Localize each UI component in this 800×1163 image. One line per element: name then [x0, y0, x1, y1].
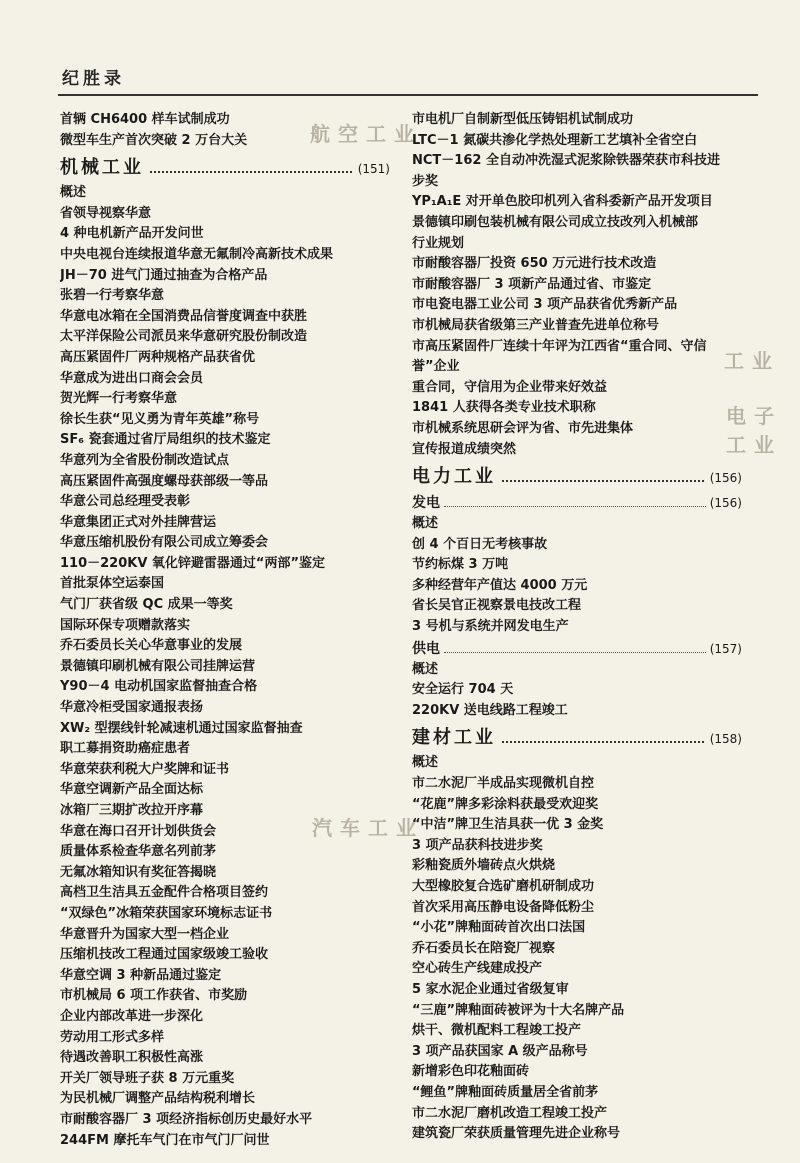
toc-entry[interactable]: 宣传报道成绩突然 — [412, 441, 517, 457]
subsection-title: 发电 — [412, 495, 440, 512]
toc-entry[interactable]: 首批泵体空运泰国 — [60, 576, 165, 592]
section-page: (156) — [709, 471, 742, 486]
toc-entry[interactable]: NCT－162 全自动冲洗湿式泥浆除铁器荣获市科技进 — [412, 153, 720, 169]
toc-entry[interactable]: 乔石委员长关心华意事业的发展 — [60, 638, 243, 654]
bleed-through-text: 汽车工业 — [312, 816, 424, 840]
toc-entry[interactable]: 中央电视台连续报道华意无氟制冷高新技术成果 — [60, 246, 334, 262]
toc-entry[interactable]: 景德镇印刷包装机械有限公司成立技改列入机械部 — [412, 214, 699, 230]
section-title: 建材工业 — [412, 727, 496, 749]
toc-entry[interactable]: 概述 — [412, 516, 439, 532]
subsection-page: (156) — [709, 496, 742, 511]
toc-entry[interactable]: 太平洋保险公司派员来华意研究股份制改造 — [60, 329, 308, 345]
toc-entry[interactable]: 微型车生产首次突破 2 万台大关 — [60, 132, 248, 148]
toc-entry[interactable]: 市二水泥厂半成品实现微机自控 — [412, 776, 595, 792]
toc-entry[interactable]: JH－70 进气门通过抽查为合格产品 — [60, 267, 268, 283]
bleed-through-text: 电子工业 — [726, 404, 782, 457]
toc-entry[interactable]: 华意公司总经理受表彰 — [60, 494, 191, 510]
toc-entry[interactable]: 华意成为进出口商会会员 — [60, 370, 204, 386]
toc-list — [412, 660, 742, 722]
toc-entry[interactable]: 华意空调新产品全面达标 — [60, 782, 204, 798]
bleed-through-text: 航空工业 — [310, 122, 422, 146]
toc-entry[interactable]: 贺光辉一行考察华意 — [60, 391, 178, 407]
toc-entry[interactable]: 市耐酸容器厂投资 650 万元进行技术改造 — [412, 256, 657, 272]
toc-entry[interactable]: “双绿色”冰箱荣获国家环境标志证书 — [60, 905, 273, 921]
toc-entry[interactable]: 概述 — [412, 755, 439, 771]
toc-entry[interactable]: 华意晋升为国家大型一档企业 — [60, 926, 230, 942]
section-title: 机械工业 — [60, 157, 144, 179]
toc-entry[interactable]: 华意在海口召开计划供货会 — [60, 823, 217, 839]
toc-entry[interactable]: 市耐酸容器厂 3 项新产品通过省、市鉴定 — [412, 276, 652, 292]
toc-entry[interactable]: 5 家水泥企业通过省级复审 — [412, 981, 569, 997]
toc-entry[interactable]: 劳动用工形式多样 — [60, 1029, 165, 1045]
toc-entry[interactable]: 4 种电机新产品开发问世 — [60, 226, 204, 242]
toc-entry[interactable]: 为民机械厂调整产品结构税利增长 — [60, 1091, 256, 1107]
toc-entry[interactable]: 张碧一行考察华意 — [60, 288, 165, 304]
toc-entry[interactable]: 行业规划 — [412, 235, 465, 251]
leader-dots — [150, 151, 352, 173]
toc-entry[interactable]: 空心砖生产线建成投产 — [412, 961, 543, 977]
toc-entry[interactable]: “三鹿”牌釉面砖被评为十大名牌产品 — [412, 1002, 625, 1018]
section-page: (158) — [709, 732, 742, 747]
section-heading-building — [412, 721, 742, 753]
toc-entry[interactable]: 开关厂领导班子获 8 万元重奖 — [60, 1070, 235, 1086]
toc-entry[interactable]: 安全运行 704 天 — [412, 682, 514, 698]
toc-list — [412, 110, 742, 460]
toc-entry[interactable]: 华意电冰箱在全国消费品信誉度调查中获胜 — [60, 308, 308, 324]
toc-entry[interactable]: 节约标煤 3 万吨 — [412, 557, 509, 573]
toc-entry[interactable]: 重合同，守信用为企业带来好效益 — [412, 379, 608, 395]
toc-entry[interactable]: 气门厂获省级 QC 成果一等奖 — [60, 597, 233, 613]
toc-entry[interactable]: Y90－4 电动机国家监督抽查合格 — [60, 679, 258, 695]
toc-entry[interactable]: “鲤鱼”牌釉面砖质量居全省前茅 — [412, 1084, 599, 1100]
toc-entry[interactable]: 华意空调 3 种新品通过鉴定 — [60, 967, 222, 983]
section-title: 电力工业 — [412, 466, 496, 488]
toc-entry[interactable]: 概述 — [412, 661, 439, 677]
toc-entry[interactable]: 1841 人获得各类专业技术职称 — [412, 400, 596, 416]
toc-entry[interactable]: 省长吴官正视察景电技改工程 — [412, 598, 582, 614]
toc-entry[interactable]: 大型橡胶复合选矿磨机研制成功 — [412, 879, 595, 894]
toc-entry[interactable]: 220KV 送电线路工程竣工 — [412, 702, 568, 718]
toc-entry[interactable]: 首次采用高压静电设备降低粉尘 — [412, 899, 595, 915]
subsection-heading-generation — [412, 492, 742, 514]
toc-entry[interactable]: 新增彩色印花釉面砖 — [412, 1064, 530, 1080]
toc-entry[interactable]: 高压紧固件厂两种规格产品获省优 — [60, 349, 256, 365]
toc-entry[interactable]: 华意冷柜受国家通报表扬 — [60, 700, 204, 716]
toc-entry[interactable]: 概述 — [60, 185, 87, 201]
toc-entry[interactable]: 华意压缩机股份有限公司成立筹委会 — [60, 535, 269, 551]
toc-entry[interactable]: 乔石委员长在陪瓷厂视察 — [412, 940, 556, 956]
toc-entry[interactable]: 市二水泥厂磨机改造工程竣工投产 — [412, 1105, 608, 1121]
toc-entry[interactable]: 质量体系检查华意名列前茅 — [60, 844, 217, 860]
toc-list — [412, 514, 742, 638]
section-page: (151) — [357, 162, 390, 177]
toc-entry[interactable]: 市机械系统思研会评为省、市先进集体 — [412, 420, 634, 436]
toc-entry[interactable]: 市机械局获省级第三产业普查先进单位称号 — [412, 317, 660, 333]
subsection-title: 供电 — [412, 640, 440, 657]
toc-entry[interactable]: 誉”企业 — [412, 359, 460, 375]
toc-entry[interactable]: 3 号机与系统并网发电生产 — [412, 619, 569, 635]
toc-entry[interactable]: 市耐酸容器厂 3 项经济指标创历史最好水平 — [60, 1111, 313, 1127]
toc-entry[interactable]: 建筑瓷厂荣获质量管理先进企业称号 — [412, 1126, 621, 1142]
toc-entry[interactable]: 无氟冰箱知识有奖征答揭晓 — [60, 864, 217, 880]
toc-entry[interactable]: 市电瓷电器工业公司 3 项产品获省优秀新产品 — [412, 297, 678, 313]
toc-entry[interactable]: YP₁A₁E 对开单色胶印机列入省科委新产品开发项目 — [412, 194, 713, 210]
toc-entry[interactable]: 华意集团正式对外挂牌营运 — [60, 514, 217, 530]
bleed-through-text: 工业 — [724, 349, 780, 373]
toc-entry[interactable]: 244FM 摩托车气门在市气门厂问世 — [60, 1132, 270, 1148]
toc-entry[interactable]: LTC－1 氮碳共渗化学热处理新工艺填补全省空白 — [412, 132, 698, 148]
leader-dots — [444, 638, 706, 653]
toc-entry[interactable]: 110－220KV 氧化锌避雷器通过“两部”鉴定 — [60, 555, 326, 571]
toc-entry[interactable]: 景德镇印刷机械有限公司挂牌运营 — [60, 658, 256, 674]
toc-list — [60, 183, 390, 1151]
toc-entry[interactable]: 烘干、微机配料工程竣工投产 — [412, 1023, 582, 1039]
toc-entry[interactable]: “中洁”牌卫生洁具获一优 3 金奖 — [412, 817, 604, 833]
leader-dots — [502, 460, 704, 482]
toc-entry[interactable]: 国际环保专项赠款落实 — [60, 617, 191, 633]
toc-entry[interactable]: “小花”牌釉面砖首次出口法国 — [412, 920, 586, 936]
toc-entry[interactable]: 企业内部改革进一步深化 — [60, 1008, 204, 1024]
toc-entry[interactable]: 3 项产品获科技进步奖 — [412, 837, 543, 853]
left-column — [60, 110, 390, 1151]
toc-entry[interactable]: SF₆ 瓷套通过省厅局组织的技术鉴定 — [60, 432, 271, 448]
toc-list — [412, 753, 742, 1144]
toc-entry[interactable]: 创 4 个百日无考核事故 — [412, 536, 548, 552]
header-rule — [58, 94, 758, 96]
toc-entry[interactable]: 步奖 — [412, 173, 439, 189]
leader-dots — [444, 492, 706, 507]
toc-entry[interactable]: 市电机厂自制新型低压铸铝机试制成功 — [412, 112, 634, 127]
leader-dots — [502, 721, 704, 743]
toc-entry[interactable]: 徐长生获“见义勇为青年英雄”称号 — [60, 411, 260, 427]
page-header: 纪胜录 — [62, 69, 125, 89]
toc-entry[interactable]: 市机械局 6 项工作获省、市奖励 — [60, 988, 248, 1004]
toc-entry[interactable]: 职工募捐资助癌症患者 — [60, 741, 191, 757]
section-heading-power — [412, 460, 742, 492]
toc-entry[interactable]: 华意荣获利税大户奖牌和证书 — [60, 761, 230, 777]
toc-entry[interactable]: 市高压紧固件厂连续十年评为江西省“重合同、守信 — [412, 338, 707, 354]
toc-entry[interactable]: 彩釉瓷质外墙砖点火烘烧 — [412, 858, 556, 874]
toc-entry[interactable]: 高档卫生洁具五金配件合格项目签约 — [60, 885, 269, 901]
subsection-page: (157) — [709, 641, 742, 656]
toc-entry[interactable]: 压缩机技改工程通过国家级竣工验收 — [60, 947, 269, 963]
right-column — [412, 110, 742, 1145]
toc-entry[interactable]: “花鹿”牌多彩涂料获最受欢迎奖 — [412, 796, 599, 812]
toc-entry[interactable]: 3 项产品获国家 A 级产品称号 — [412, 1043, 588, 1059]
toc-entry[interactable]: 首辆 CH6400 样车试制成功 — [60, 112, 230, 127]
toc-entry[interactable]: 待遇改善职工积极性高涨 — [60, 1050, 204, 1066]
toc-entry[interactable]: XW₂ 型摆线针轮减速机通过国家监督抽查 — [60, 720, 303, 736]
subsection-heading-supply — [412, 638, 742, 660]
toc-entry[interactable]: 高压紧固件高强度螺母获部级一等品 — [60, 473, 269, 489]
toc-entry[interactable]: 冰箱厂三期扩改拉开序幕 — [60, 803, 204, 818]
section-heading-machinery — [60, 151, 390, 183]
toc-entry[interactable]: 多种经营年产值达 4000 万元 — [412, 577, 588, 593]
toc-entry[interactable]: 省领导视察华意 — [60, 205, 152, 221]
toc-entry[interactable]: 华意列为全省股份制改造试点 — [60, 452, 230, 468]
